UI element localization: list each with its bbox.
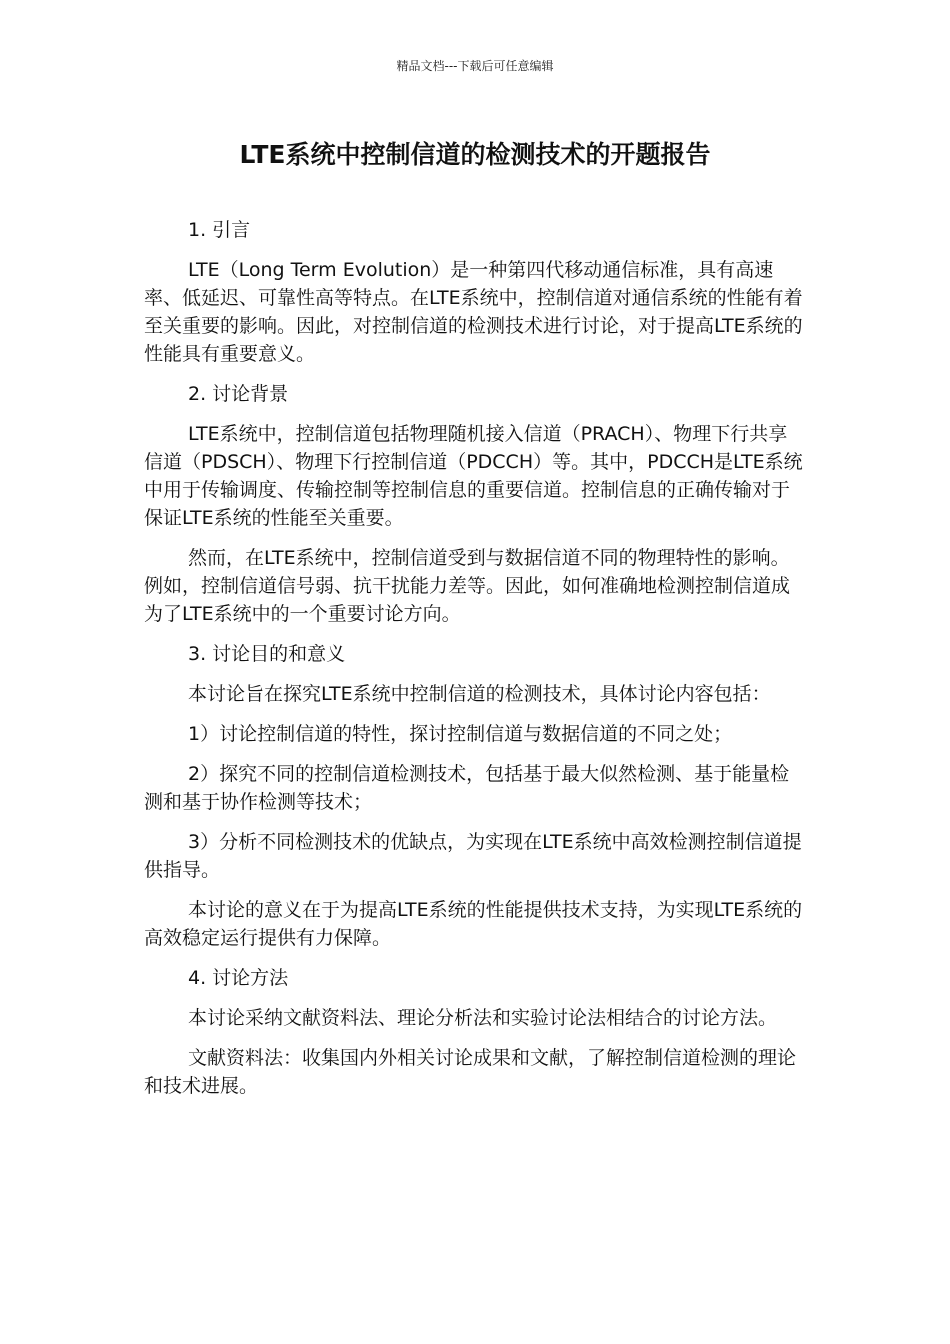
section-heading-purpose: 3. 讨论目的和意义 — [188, 643, 346, 665]
paragraph-methods-intro: 本讨论采纳文献资料法、理论分析法和实验讨论法相结合的讨论方法。 — [188, 1007, 778, 1029]
paragraph-purpose-intro: 本讨论旨在探究LTE系统中控制信道的检测技术，具体讨论内容包括： — [188, 683, 771, 705]
section-heading-introduction: 1. 引言 — [188, 219, 251, 241]
section-heading-background: 2. 讨论背景 — [188, 383, 289, 405]
document-body — [144, 216, 806, 1112]
paragraph-literature-method: 文献资料法：收集国内外相关讨论成果和文献，了解控制信道检测的理论和技术进展。 — [144, 1047, 797, 1097]
section-heading-methods: 4. 讨论方法 — [188, 967, 289, 989]
list-item-purpose-3: 3）分析不同检测技术的优缺点，为实现在LTE系统中高效检测控制信道提供指导。 — [144, 831, 802, 881]
paragraph-background-2: 然而，在LTE系统中，控制信道受到与数据信道不同的物理特性的影响。例如，控制信道信号弱、抗干扰能力差等。因此，如何准确地检测控制信道成为了LTE系统中的一个重要讨论方向。 — [144, 547, 791, 625]
list-item-purpose-2: 2）探究不同的控制信道检测技术，包括基于最大似然检测、基于能量检测和基于协作检测等技术； — [144, 763, 790, 813]
paragraph-introduction: LTE（Long Term Evolution）是一种第四代移动通信标准，具有高速率、低延迟、可靠性高等特点。在LTE系统中，控制信道对通信系统的性能有着至关重要的影响。因此，对控制信道的检测技术进行讨论，对于提高LTE系统的性能具有重要意义。 — [144, 259, 803, 365]
document-title: LTE系统中控制信道的检测技术的开题报告 — [239, 140, 711, 169]
list-item-purpose-1: 1）讨论控制信道的特性，探讨控制信道与数据信道的不同之处； — [188, 723, 733, 745]
paragraph-significance: 本讨论的意义在于为提高LTE系统的性能提供技术支持，为实现LTE系统的高效稳定运行提供有力保障。 — [144, 899, 803, 949]
page-header: 精品文档---下载后可任意编辑 — [396, 59, 554, 73]
paragraph-background-1: LTE系统中，控制信道包括物理随机接入信道（PRACH）、物理下行共享信道（PDSCH）、物理下行控制信道（PDCCH）等。其中，PDCCH是LTE系统中用于传输调度、传输控制等控制信息的重要信道。控制信息的正确传输对于保证LTE系统的性能至关重要。 — [144, 423, 803, 529]
